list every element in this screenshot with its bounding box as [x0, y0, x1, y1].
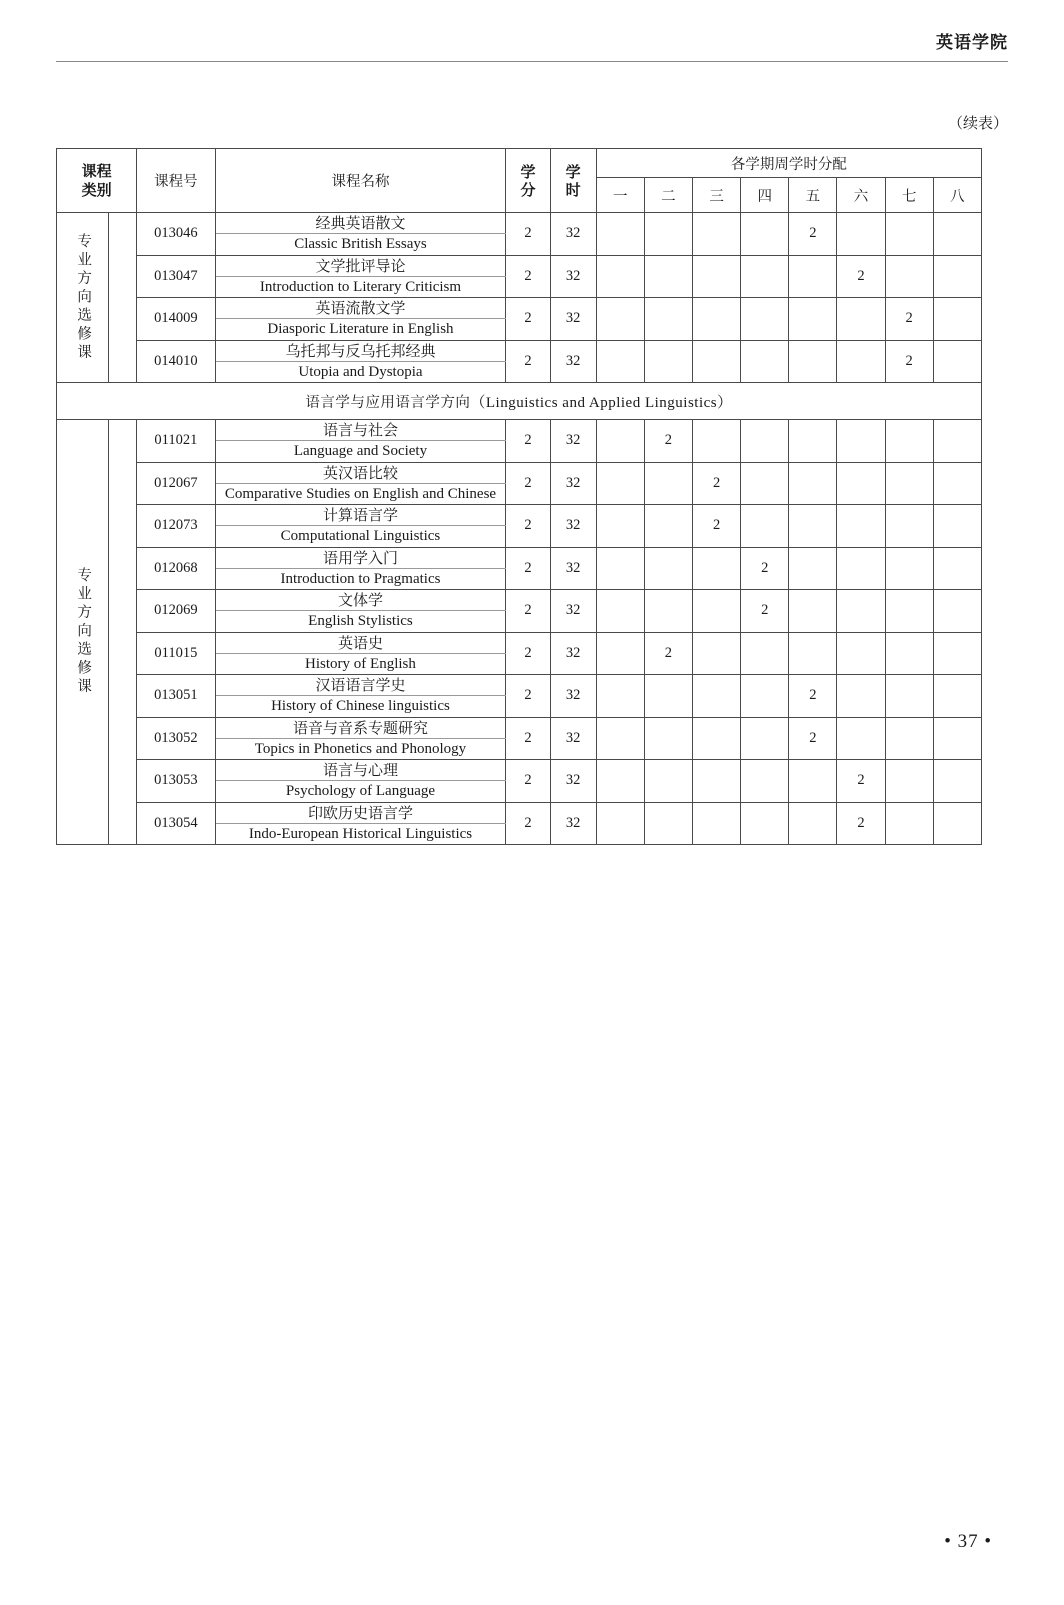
header-category: [57, 149, 137, 213]
course-name-en: Classic British Essays: [215, 234, 506, 255]
course-term-7: [885, 802, 933, 845]
table-row: [57, 632, 982, 653]
course-term-4: 2: [741, 547, 789, 590]
course-term-8: [933, 505, 981, 548]
course-term-2: [644, 802, 692, 845]
table-row: [57, 213, 982, 234]
course-term-7: [885, 420, 933, 463]
course-term-6: [837, 420, 885, 463]
course-name-cn: 语音与音系专题研究: [215, 717, 506, 738]
course-term-6: [837, 213, 885, 256]
course-term-2: 2: [644, 632, 692, 675]
table-row: [57, 420, 982, 441]
course-term-5: [789, 462, 837, 505]
header-category-line2: 类别: [81, 180, 112, 199]
course-code: 012067: [137, 462, 215, 505]
header-term-5: 五: [789, 178, 837, 213]
course-term-7: [885, 462, 933, 505]
course-credits: 2: [506, 255, 550, 298]
course-term-7: 2: [885, 340, 933, 383]
course-term-7: [885, 675, 933, 718]
course-name-en: Topics in Phonetics and Phonology: [215, 738, 506, 759]
course-term-4: [741, 760, 789, 803]
course-term-5: [789, 547, 837, 590]
section-divider-row: [57, 383, 982, 420]
course-name-cn: 文学批评导论: [215, 255, 506, 276]
course-term-1: [596, 675, 644, 718]
course-code: 013054: [137, 802, 215, 845]
course-term-2: [644, 505, 692, 548]
course-term-1: [596, 298, 644, 341]
course-term-8: [933, 340, 981, 383]
table-row: [57, 340, 982, 361]
course-code: 012068: [137, 547, 215, 590]
course-term-3: 2: [693, 462, 741, 505]
course-term-4: [741, 462, 789, 505]
course-name-en: Computational Linguistics: [215, 526, 506, 547]
category-spacer-cell: [109, 420, 137, 845]
header-course-name: 课程名称: [215, 149, 506, 213]
course-code: 011021: [137, 420, 215, 463]
course-hours: 32: [550, 717, 596, 760]
course-term-6: [837, 675, 885, 718]
course-term-6: 2: [837, 255, 885, 298]
course-code: 012069: [137, 590, 215, 633]
course-term-5: [789, 760, 837, 803]
course-name-en: Psychology of Language: [215, 781, 506, 802]
header-term-8: 八: [933, 178, 981, 213]
table-header: [57, 149, 982, 213]
course-hours: 32: [550, 505, 596, 548]
course-hours: 32: [550, 547, 596, 590]
header-term-2: 二: [644, 178, 692, 213]
course-term-2: [644, 340, 692, 383]
course-term-3: [693, 590, 741, 633]
course-name-cn: 乌托邦与反乌托邦经典: [215, 340, 506, 361]
continued-table-label: （续表）: [947, 114, 1008, 132]
course-term-8: [933, 213, 981, 256]
course-name-cn: 汉语语言学史: [215, 675, 506, 696]
course-term-5: 2: [789, 717, 837, 760]
page-header: [56, 28, 1008, 62]
course-code: 013047: [137, 255, 215, 298]
table-row: [57, 547, 982, 568]
course-hours: 32: [550, 802, 596, 845]
header-course-code: 课程号: [137, 149, 215, 213]
course-term-1: [596, 590, 644, 633]
course-name-cn: 英语流散文学: [215, 298, 506, 319]
header-term-6: 六: [837, 178, 885, 213]
course-term-4: [741, 675, 789, 718]
course-hours: 32: [550, 340, 596, 383]
course-hours: 32: [550, 255, 596, 298]
course-term-2: [644, 213, 692, 256]
course-term-7: [885, 760, 933, 803]
course-term-4: 2: [741, 590, 789, 633]
course-term-6: [837, 632, 885, 675]
header-divider: [56, 61, 1008, 62]
course-term-4: [741, 632, 789, 675]
course-term-6: [837, 717, 885, 760]
course-schedule-table: [56, 148, 982, 845]
section-divider-en: （Linguistics and Applied Linguistics）: [470, 394, 733, 411]
category-label-cell: [57, 420, 109, 845]
course-term-5: [789, 340, 837, 383]
course-term-4: [741, 255, 789, 298]
course-credits: 2: [506, 298, 550, 341]
course-credits: 2: [506, 760, 550, 803]
table-row: [57, 675, 982, 696]
course-term-1: [596, 632, 644, 675]
course-code: 011015: [137, 632, 215, 675]
course-term-4: [741, 505, 789, 548]
course-name-en: Introduction to Pragmatics: [215, 568, 506, 589]
course-term-6: [837, 298, 885, 341]
table-row: [57, 590, 982, 611]
course-term-3: [693, 717, 741, 760]
course-credits: 2: [506, 505, 550, 548]
course-term-6: [837, 590, 885, 633]
course-term-4: [741, 802, 789, 845]
course-name-cn: 语言与社会: [215, 420, 506, 441]
category-label-text: 专业方向选修课: [75, 567, 92, 697]
course-term-6: 2: [837, 760, 885, 803]
course-hours: 32: [550, 462, 596, 505]
course-term-3: [693, 802, 741, 845]
course-term-2: [644, 675, 692, 718]
course-term-3: [693, 547, 741, 590]
course-hours: 32: [550, 590, 596, 633]
course-term-1: [596, 213, 644, 256]
course-term-8: [933, 717, 981, 760]
table-body: [57, 213, 982, 845]
header-terms-group: 各学期周学时分配: [596, 149, 981, 178]
course-term-5: [789, 505, 837, 548]
course-name-cn: 经典英语散文: [215, 213, 506, 234]
course-code: 013046: [137, 213, 215, 256]
course-term-5: [789, 802, 837, 845]
course-hours: 32: [550, 298, 596, 341]
course-term-2: [644, 298, 692, 341]
course-name-en: Indo-European Historical Linguistics: [215, 823, 506, 844]
course-name-cn: 语言与心理: [215, 760, 506, 781]
course-term-3: [693, 760, 741, 803]
course-name-cn: 计算语言学: [215, 505, 506, 526]
course-term-1: [596, 717, 644, 760]
course-term-6: [837, 547, 885, 590]
course-term-6: [837, 462, 885, 505]
course-term-3: 2: [693, 505, 741, 548]
course-credits: 2: [506, 340, 550, 383]
course-term-1: [596, 462, 644, 505]
course-name-cn: 英语史: [215, 632, 506, 653]
course-term-5: 2: [789, 213, 837, 256]
course-name-en: Comparative Studies on English and Chinese: [215, 483, 506, 504]
course-term-8: [933, 420, 981, 463]
course-hours: 32: [550, 213, 596, 256]
course-hours: 32: [550, 420, 596, 463]
course-term-4: [741, 420, 789, 463]
course-credits: 2: [506, 717, 550, 760]
course-term-7: [885, 590, 933, 633]
table-row: [57, 255, 982, 276]
course-term-7: [885, 255, 933, 298]
course-term-6: 2: [837, 802, 885, 845]
course-code: 012073: [137, 505, 215, 548]
course-term-6: [837, 340, 885, 383]
course-term-7: [885, 717, 933, 760]
course-term-2: [644, 462, 692, 505]
course-hours: 32: [550, 632, 596, 675]
course-term-2: [644, 255, 692, 298]
course-term-8: [933, 547, 981, 590]
course-name-en: History of English: [215, 653, 506, 674]
course-name-cn: 文体学: [215, 590, 506, 611]
course-term-8: [933, 298, 981, 341]
course-term-1: [596, 760, 644, 803]
course-term-8: [933, 675, 981, 718]
course-name-cn: 语用学入门: [215, 547, 506, 568]
header-category-line1: 课程: [81, 161, 112, 180]
course-term-2: [644, 547, 692, 590]
course-code: 014009: [137, 298, 215, 341]
course-term-4: [741, 213, 789, 256]
course-term-4: [741, 298, 789, 341]
table-row: [57, 717, 982, 738]
course-term-7: [885, 632, 933, 675]
course-term-1: [596, 505, 644, 548]
course-term-3: [693, 420, 741, 463]
table-row: [57, 298, 982, 319]
course-credits: 2: [506, 462, 550, 505]
course-credits: 2: [506, 420, 550, 463]
course-name-cn: 英汉语比较: [215, 462, 506, 483]
course-name-cn: 印欧历史语言学: [215, 802, 506, 823]
header-credits: [506, 149, 550, 213]
course-term-3: [693, 213, 741, 256]
course-term-8: [933, 590, 981, 633]
course-term-7: [885, 547, 933, 590]
course-name-en: Language and Society: [215, 441, 506, 462]
course-credits: 2: [506, 802, 550, 845]
course-term-5: [789, 632, 837, 675]
course-code: 013053: [137, 760, 215, 803]
course-term-8: [933, 802, 981, 845]
category-label-cell: [57, 213, 109, 383]
header-hours: [550, 149, 596, 213]
course-term-2: [644, 717, 692, 760]
course-term-3: [693, 340, 741, 383]
course-term-1: [596, 255, 644, 298]
course-term-7: 2: [885, 298, 933, 341]
header-term-7: 七: [885, 178, 933, 213]
course-term-2: 2: [644, 420, 692, 463]
course-term-5: 2: [789, 675, 837, 718]
table-row: [57, 760, 982, 781]
course-term-3: [693, 632, 741, 675]
course-term-1: [596, 802, 644, 845]
course-name-en: History of Chinese linguistics: [215, 696, 506, 717]
course-credits: 2: [506, 590, 550, 633]
course-term-5: [789, 420, 837, 463]
section-divider-cn: 语言学与应用语言学方向: [305, 394, 471, 411]
course-credits: 2: [506, 547, 550, 590]
course-credits: 2: [506, 632, 550, 675]
table-row: [57, 462, 982, 483]
header-term-4: 四: [741, 178, 789, 213]
category-label-text: 专业方向选修课: [75, 232, 92, 363]
header-hours-line1: 学: [565, 162, 581, 181]
course-name-en: Introduction to Literary Criticism: [215, 276, 506, 297]
course-term-8: [933, 462, 981, 505]
course-code: 014010: [137, 340, 215, 383]
course-term-5: [789, 298, 837, 341]
header-hours-line2: 时: [565, 180, 581, 199]
course-term-8: [933, 255, 981, 298]
course-term-3: [693, 675, 741, 718]
course-credits: 2: [506, 213, 550, 256]
course-credits: 2: [506, 675, 550, 718]
course-code: 013051: [137, 675, 215, 718]
course-term-5: [789, 590, 837, 633]
course-term-1: [596, 340, 644, 383]
table-row: [57, 802, 982, 823]
course-term-8: [933, 760, 981, 803]
header-title: 英语学院: [936, 33, 1008, 53]
course-term-2: [644, 590, 692, 633]
course-term-1: [596, 420, 644, 463]
course-term-5: [789, 255, 837, 298]
header-term-1: 一: [596, 178, 644, 213]
course-term-8: [933, 632, 981, 675]
course-term-6: [837, 505, 885, 548]
header-credits-line2: 分: [520, 180, 536, 199]
course-term-3: [693, 298, 741, 341]
course-name-en: Utopia and Dystopia: [215, 361, 506, 382]
course-term-2: [644, 760, 692, 803]
course-code: 013052: [137, 717, 215, 760]
page-number: • 37 •: [944, 1531, 992, 1552]
course-name-en: Diasporic Literature in English: [215, 319, 506, 340]
table-row: [57, 505, 982, 526]
course-term-4: [741, 717, 789, 760]
category-spacer-cell: [109, 213, 137, 383]
section-divider-cell: [57, 383, 982, 420]
course-term-7: [885, 213, 933, 256]
course-table-container: [56, 148, 982, 845]
course-term-7: [885, 505, 933, 548]
course-name-en: English Stylistics: [215, 611, 506, 632]
course-hours: 32: [550, 675, 596, 718]
course-term-3: [693, 255, 741, 298]
course-hours: 32: [550, 760, 596, 803]
header-term-3: 三: [693, 178, 741, 213]
header-credits-line1: 学: [520, 162, 536, 181]
course-term-1: [596, 547, 644, 590]
course-term-4: [741, 340, 789, 383]
